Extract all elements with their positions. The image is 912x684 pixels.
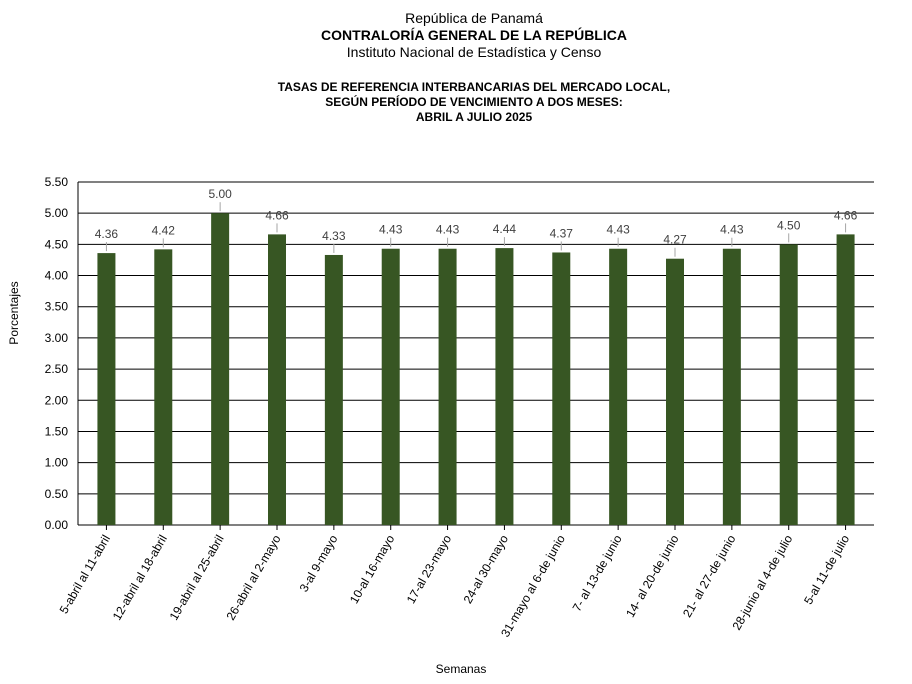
y-tick-label: 4.50 xyxy=(44,237,68,252)
x-tick-label: 14- al 20-de junio xyxy=(623,532,682,620)
y-tick-label: 1.50 xyxy=(44,424,68,439)
data-label: 4.43 xyxy=(606,222,630,237)
y-tick-label: 0.50 xyxy=(44,486,68,501)
x-tick-label: 5-al 11-de julio xyxy=(801,532,853,607)
y-tick-label: 5.00 xyxy=(44,206,68,221)
data-label: 4.50 xyxy=(777,218,801,233)
data-label: 4.37 xyxy=(549,226,573,241)
x-tick-label: 28-junio al 4-de julio xyxy=(729,532,796,633)
x-tick-label: 12-abril al 18-abril xyxy=(109,532,170,623)
chart-title-line-3: ABRIL A JULIO 2025 xyxy=(415,110,533,124)
x-tick-label: 5-abril al 11-abril xyxy=(56,532,114,617)
bar xyxy=(837,234,855,525)
bar xyxy=(780,244,798,525)
data-label: 4.66 xyxy=(265,208,289,223)
gridlines xyxy=(78,182,874,525)
x-tick-label: 24-al 30-mayo xyxy=(460,532,512,606)
country-name: República de Panamá xyxy=(405,10,543,26)
x-tick-label: 31-mayo al 6-de junio xyxy=(498,532,568,640)
y-tick-label: 1.00 xyxy=(44,455,68,470)
x-tick-label: 26-abril al 2-mayo xyxy=(223,532,284,623)
y-tick-label: 0.00 xyxy=(44,518,68,532)
data-labels xyxy=(95,187,858,257)
y-tick-label: 4.00 xyxy=(44,268,68,283)
y-axis-title: Porcentajes xyxy=(7,281,21,345)
institution-name: CONTRALORÍA GENERAL DE LA REPÚBLICA xyxy=(321,27,627,43)
data-label: 4.44 xyxy=(492,222,517,237)
x-tick-label: 21- al 27-de junio xyxy=(679,532,739,620)
data-label: 4.33 xyxy=(322,228,346,243)
y-tick-label: 3.00 xyxy=(44,330,68,345)
bar xyxy=(211,213,229,525)
data-label: 4.43 xyxy=(379,222,403,237)
data-label: 4.43 xyxy=(720,222,744,237)
x-axis-title: Semanas xyxy=(435,662,487,676)
y-tick-label: 2.00 xyxy=(44,393,68,408)
x-tick-label: 10-al 16-mayo xyxy=(346,532,398,606)
x-tick-label: 3-al 9-mayo xyxy=(296,532,341,595)
data-label: 4.27 xyxy=(663,232,687,247)
department-name: Instituto Nacional de Estadística y Censo xyxy=(346,44,602,60)
data-label: 4.36 xyxy=(94,227,119,242)
x-tick-label: 17-al 23-mayo xyxy=(403,532,455,606)
x-tick-label: 19-abril al 25-abril xyxy=(166,532,227,623)
y-tick-label: 2.50 xyxy=(44,362,68,377)
bar xyxy=(666,259,684,525)
y-axis-ticks xyxy=(45,175,69,532)
data-label: 5.00 xyxy=(208,187,232,202)
bar xyxy=(97,253,115,525)
data-label: 4.66 xyxy=(833,208,858,223)
bar xyxy=(154,249,172,525)
chart-title-line-1: TASAS DE REFERENCIA INTERBANCARIAS DEL MERCADO LOCAL, xyxy=(277,80,671,94)
y-tick-label: 5.50 xyxy=(44,175,68,189)
data-label: 4.42 xyxy=(151,223,175,238)
bar xyxy=(439,249,457,525)
x-tick-label: 7- al 13-de junio xyxy=(569,532,625,615)
data-label: 4.43 xyxy=(435,222,460,237)
bar xyxy=(268,234,286,525)
chart-title-line-2: SEGÚN PERÍODO DE VENCIMIENTO A DOS MESES: xyxy=(325,95,623,109)
x-axis-ticks xyxy=(57,525,853,639)
y-tick-label: 3.50 xyxy=(44,299,68,314)
bar xyxy=(495,248,513,525)
bar xyxy=(325,255,343,525)
bar xyxy=(382,249,400,525)
bar xyxy=(723,249,741,525)
bar xyxy=(609,249,627,525)
bar xyxy=(552,252,570,525)
